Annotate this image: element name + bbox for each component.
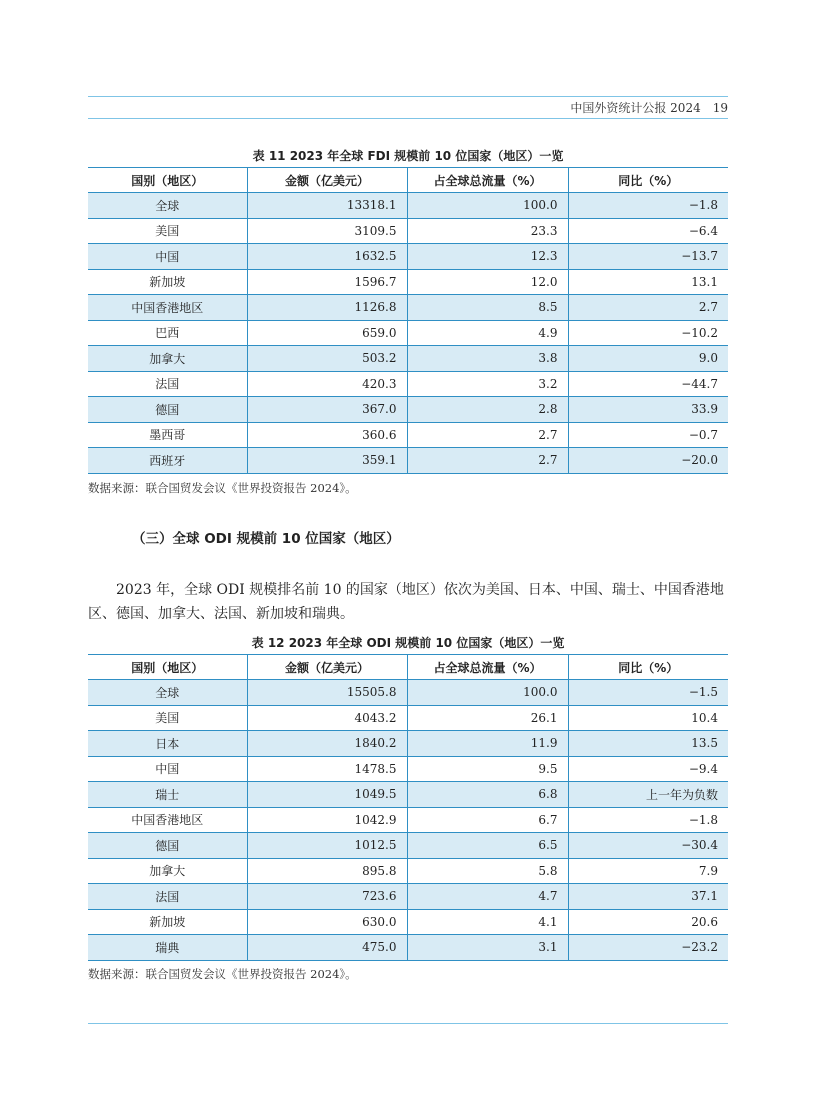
header-top-rule bbox=[88, 96, 728, 97]
table-row bbox=[88, 807, 728, 833]
running-header bbox=[570, 99, 728, 116]
table-11-source: 数据来源：联合国贸发会议《世界投资报告 2024》。 bbox=[88, 481, 357, 495]
country-cell: 中国香港地区 bbox=[88, 807, 247, 833]
value-cell: 4.9 bbox=[407, 320, 568, 346]
footer-rule bbox=[88, 1023, 728, 1024]
value-cell: 1042.9 bbox=[247, 807, 407, 833]
value-cell: 4.7 bbox=[407, 884, 568, 910]
value-cell: 6.5 bbox=[407, 833, 568, 859]
country-cell: 德国 bbox=[88, 833, 247, 859]
value-cell: 4.1 bbox=[407, 909, 568, 935]
value-cell: −0.7 bbox=[568, 422, 728, 448]
value-cell: 367.0 bbox=[247, 397, 407, 423]
column-header: 同比（%） bbox=[568, 655, 728, 680]
country-cell: 中国香港地区 bbox=[88, 295, 247, 321]
value-cell: 895.8 bbox=[247, 858, 407, 884]
table-row bbox=[88, 269, 728, 295]
value-cell: 100.0 bbox=[407, 193, 568, 219]
table-row bbox=[88, 833, 728, 859]
country-cell: 中国 bbox=[88, 756, 247, 782]
publication-title: 中国外资统计公报 2024 bbox=[570, 101, 701, 115]
value-cell: 723.6 bbox=[247, 884, 407, 910]
country-cell: 加拿大 bbox=[88, 346, 247, 372]
value-cell: −23.2 bbox=[568, 935, 728, 961]
value-cell: 5.8 bbox=[407, 858, 568, 884]
column-header: 国别（地区） bbox=[88, 168, 247, 193]
value-cell: 12.3 bbox=[407, 244, 568, 270]
table-row bbox=[88, 244, 728, 270]
value-cell: 360.6 bbox=[247, 422, 407, 448]
value-cell: 9.5 bbox=[407, 756, 568, 782]
table-row bbox=[88, 448, 728, 474]
value-cell: 1049.5 bbox=[247, 782, 407, 808]
country-cell: 中国 bbox=[88, 244, 247, 270]
value-cell: −6.4 bbox=[568, 218, 728, 244]
value-cell: −44.7 bbox=[568, 371, 728, 397]
table-row bbox=[88, 909, 728, 935]
country-cell: 德国 bbox=[88, 397, 247, 423]
value-cell: −1.5 bbox=[568, 680, 728, 706]
country-cell: 巴西 bbox=[88, 320, 247, 346]
value-cell: 1478.5 bbox=[247, 756, 407, 782]
table-row bbox=[88, 756, 728, 782]
value-cell: 9.0 bbox=[568, 346, 728, 372]
value-cell: 10.4 bbox=[568, 705, 728, 731]
value-cell: 1126.8 bbox=[247, 295, 407, 321]
table-row bbox=[88, 858, 728, 884]
country-cell: 墨西哥 bbox=[88, 422, 247, 448]
value-cell: −13.7 bbox=[568, 244, 728, 270]
value-cell: 6.7 bbox=[407, 807, 568, 833]
table-row bbox=[88, 295, 728, 321]
value-cell: 13.1 bbox=[568, 269, 728, 295]
value-cell: 33.9 bbox=[568, 397, 728, 423]
table-row bbox=[88, 782, 728, 808]
value-cell: −10.2 bbox=[568, 320, 728, 346]
value-cell: 659.0 bbox=[247, 320, 407, 346]
table-11 bbox=[88, 167, 728, 474]
header-bottom-rule bbox=[88, 118, 728, 119]
table-11-caption: 表 11 2023 年全球 FDI 规模前 10 位国家（地区）一览 bbox=[252, 149, 564, 163]
value-cell: 26.1 bbox=[407, 705, 568, 731]
table-12-caption: 表 12 2023 年全球 ODI 规模前 10 位国家（地区）一览 bbox=[251, 636, 565, 650]
value-cell: −20.0 bbox=[568, 448, 728, 474]
column-header: 国别（地区） bbox=[88, 655, 247, 680]
table-row bbox=[88, 731, 728, 757]
value-cell: 3.2 bbox=[407, 371, 568, 397]
value-cell: 1012.5 bbox=[247, 833, 407, 859]
table-row bbox=[88, 935, 728, 961]
country-cell: 全球 bbox=[88, 680, 247, 706]
country-cell: 西班牙 bbox=[88, 448, 247, 474]
table-row bbox=[88, 218, 728, 244]
value-cell: 359.1 bbox=[247, 448, 407, 474]
value-cell: 3.8 bbox=[407, 346, 568, 372]
table-row bbox=[88, 320, 728, 346]
value-cell: 3109.5 bbox=[247, 218, 407, 244]
value-cell: 3.1 bbox=[407, 935, 568, 961]
body-paragraph: 2023 年，全球 ODI 规模排名前 10 的国家（地区）依次为美国、日本、中国、瑞士、中国香港地区、德国、加拿大、法国、新加坡和瑞典。 bbox=[88, 582, 724, 622]
value-cell: 11.9 bbox=[407, 731, 568, 757]
country-cell: 瑞典 bbox=[88, 935, 247, 961]
table-12-source: 数据来源：联合国贸发会议《世界投资报告 2024》。 bbox=[88, 967, 357, 981]
table-12 bbox=[88, 654, 728, 961]
value-cell: 20.6 bbox=[568, 909, 728, 935]
value-cell: 37.1 bbox=[568, 884, 728, 910]
table-header-row bbox=[88, 168, 728, 193]
country-cell: 新加坡 bbox=[88, 909, 247, 935]
value-cell: 6.8 bbox=[407, 782, 568, 808]
table-row bbox=[88, 397, 728, 423]
table-row bbox=[88, 193, 728, 219]
table-row bbox=[88, 371, 728, 397]
value-cell: 7.9 bbox=[568, 858, 728, 884]
value-cell: 13318.1 bbox=[247, 193, 407, 219]
value-cell: 2.8 bbox=[407, 397, 568, 423]
table-row bbox=[88, 346, 728, 372]
value-cell: −30.4 bbox=[568, 833, 728, 859]
table-row bbox=[88, 680, 728, 706]
country-cell: 瑞士 bbox=[88, 782, 247, 808]
value-cell: 420.3 bbox=[247, 371, 407, 397]
country-cell: 全球 bbox=[88, 193, 247, 219]
value-cell: 13.5 bbox=[568, 731, 728, 757]
column-header: 占全球总流量（%） bbox=[407, 168, 568, 193]
country-cell: 法国 bbox=[88, 371, 247, 397]
country-cell: 新加坡 bbox=[88, 269, 247, 295]
value-cell: 8.5 bbox=[407, 295, 568, 321]
value-cell: 2.7 bbox=[568, 295, 728, 321]
value-cell: 2.7 bbox=[407, 422, 568, 448]
value-cell: 23.3 bbox=[407, 218, 568, 244]
value-cell: 1840.2 bbox=[247, 731, 407, 757]
column-header: 占全球总流量（%） bbox=[407, 655, 568, 680]
value-cell: 上一年为负数 bbox=[568, 782, 728, 808]
table-row bbox=[88, 422, 728, 448]
value-cell: 4043.2 bbox=[247, 705, 407, 731]
value-cell: 15505.8 bbox=[247, 680, 407, 706]
country-cell: 法国 bbox=[88, 884, 247, 910]
value-cell: −9.4 bbox=[568, 756, 728, 782]
value-cell: 1596.7 bbox=[247, 269, 407, 295]
value-cell: 100.0 bbox=[407, 680, 568, 706]
value-cell: 475.0 bbox=[247, 935, 407, 961]
value-cell: 503.2 bbox=[247, 346, 407, 372]
country-cell: 加拿大 bbox=[88, 858, 247, 884]
value-cell: 630.0 bbox=[247, 909, 407, 935]
table-row bbox=[88, 705, 728, 731]
value-cell: 12.0 bbox=[407, 269, 568, 295]
country-cell: 日本 bbox=[88, 731, 247, 757]
table-header-row bbox=[88, 655, 728, 680]
table-row bbox=[88, 884, 728, 910]
country-cell: 美国 bbox=[88, 705, 247, 731]
column-header: 金额（亿美元） bbox=[247, 168, 407, 193]
country-cell: 美国 bbox=[88, 218, 247, 244]
column-header: 同比（%） bbox=[568, 168, 728, 193]
value-cell: 1632.5 bbox=[247, 244, 407, 270]
value-cell: −1.8 bbox=[568, 193, 728, 219]
section-heading: （三）全球 ODI 规模前 10 位国家（地区） bbox=[132, 531, 400, 547]
page-number: 19 bbox=[712, 101, 728, 115]
value-cell: 2.7 bbox=[407, 448, 568, 474]
value-cell: −1.8 bbox=[568, 807, 728, 833]
column-header: 金额（亿美元） bbox=[247, 655, 407, 680]
